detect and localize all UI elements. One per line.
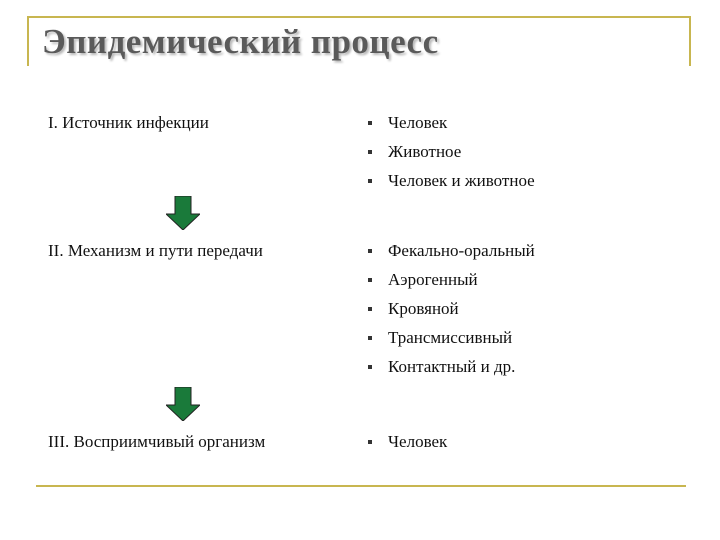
bullet-icon: [368, 150, 372, 154]
list-item: [366, 432, 447, 461]
down-arrow-icon: [166, 196, 200, 230]
slide-title: Эпидемический процесс: [42, 22, 439, 61]
stage-3-list: [366, 432, 447, 461]
list-item-text: Человек: [388, 432, 448, 451]
list-item: [366, 142, 535, 171]
bullet-icon: [368, 179, 372, 183]
list-item-text: Человек и животное: [388, 171, 535, 190]
bullet-icon: [368, 440, 372, 444]
list-item: [366, 113, 535, 142]
stage-2-list: [366, 241, 535, 386]
frame-right-line: [689, 16, 691, 66]
down-arrow-icon: [166, 387, 200, 421]
bullet-icon: [368, 121, 372, 125]
stage-2-label: II. Механизм и пути передачи: [48, 241, 263, 260]
list-item-text: Животное: [388, 142, 462, 161]
list-item: [366, 171, 535, 200]
frame-bottom-line: [36, 485, 686, 487]
list-item: [366, 299, 535, 328]
list-item-text: Фекально-оральный: [388, 241, 535, 260]
list-item-text: Трансмиссивный: [388, 328, 513, 347]
list-item-text: Аэрогенный: [388, 270, 478, 289]
stage-3-label: III. Восприимчивый организм: [48, 432, 266, 451]
list-item-text: Человек: [388, 113, 448, 132]
list-item: [366, 241, 535, 270]
list-item: [366, 270, 535, 299]
list-item-text: Контактный и др.: [388, 357, 516, 376]
bullet-icon: [368, 307, 372, 311]
bullet-icon: [368, 278, 372, 282]
bullet-icon: [368, 249, 372, 253]
list-item: [366, 357, 535, 386]
bullet-icon: [368, 336, 372, 340]
frame-left-line: [27, 16, 29, 66]
frame-top-line: [27, 16, 691, 18]
list-item-text: Кровяной: [388, 299, 459, 318]
list-item: [366, 328, 535, 357]
stage-1-label: I. Источник инфекции: [48, 113, 209, 132]
bullet-icon: [368, 365, 372, 369]
stage-1-list: [366, 113, 535, 200]
